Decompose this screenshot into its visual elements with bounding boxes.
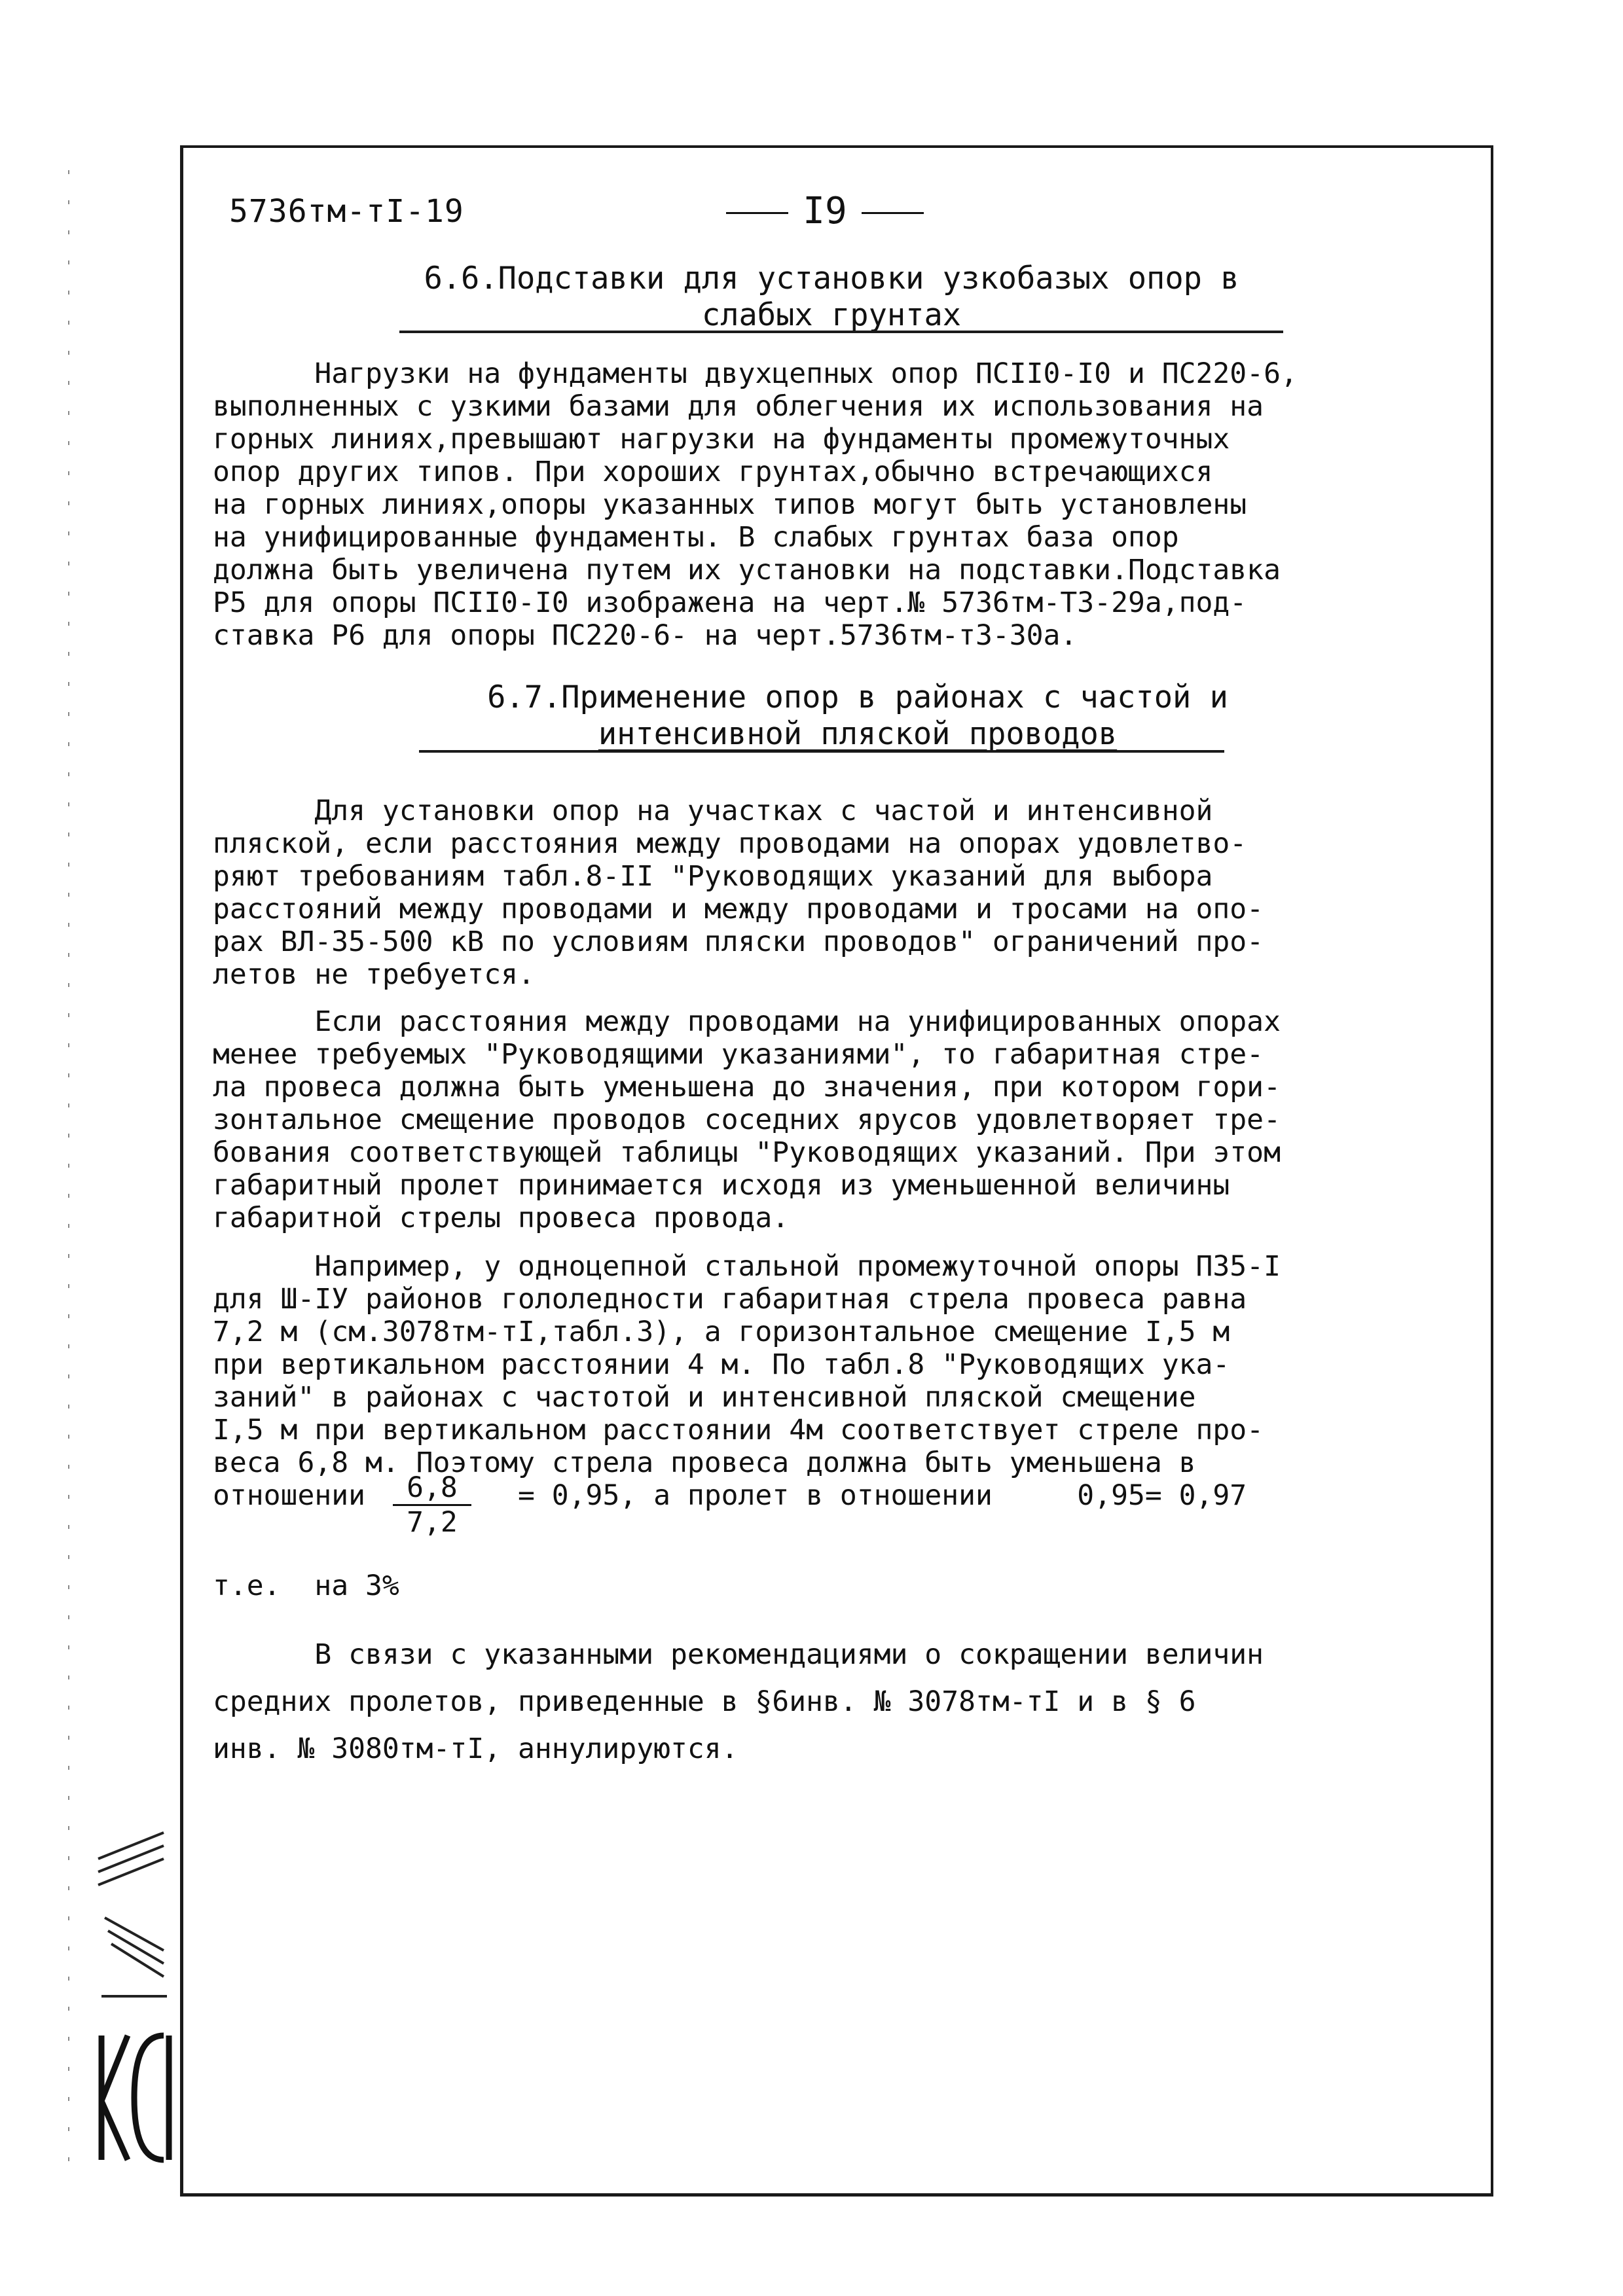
text-line: ла провеса должна быть уменьшена до значения, при котором гори- (213, 1071, 1281, 1103)
document-code: 5736тм-тI-19 (229, 193, 464, 230)
text-line: на унифицированные фундаменты. В слабых грунтах база опор (213, 521, 1179, 554)
dash-right (862, 212, 924, 214)
section-6-6-title-line1: 6.6.Подставки для установки узкобазых опор в (424, 260, 1239, 296)
text-line: расстояний между проводами и между проводами и тросами на опо- (213, 893, 1264, 925)
section-6-7-title-line1: 6.7.Применение опор в районах с частой и (487, 679, 1228, 715)
section-6-6-rule (399, 331, 1283, 333)
dash-left (726, 212, 788, 214)
page-number-text: I9 (803, 190, 847, 232)
text-line: габаритный пролет принимается исходя из уменьшенной величины (213, 1169, 1230, 1202)
text-line: Р5 для опоры ПСII0-I0 изображена на черт.№ 5736тм-Т3-29а,под- (213, 586, 1247, 619)
text-line: инв. № 3080тм-тI, аннулируются. (213, 1732, 739, 1765)
text-line: заний" в районах с частотой и интенсивной пляской смещение (213, 1381, 1196, 1414)
fraction-numerator: 6,8 (393, 1471, 471, 1506)
text-line: веса 6,8 м. Поэтому стрела провеса должна быть уменьшена в (213, 1446, 1196, 1479)
text-line: т.е. на 3% (213, 1570, 399, 1602)
section-6-6-body (213, 357, 1457, 652)
scan-edge-marks (56, 170, 82, 2166)
text-line: горных линиях,превышают нагрузки на фундаменты промежуточных (213, 423, 1230, 456)
te-line (213, 1570, 1457, 1602)
section-6-7-title-line2: интенсивной пляской проводов (598, 716, 1118, 752)
text-line: рах ВЛ-35-500 кВ по условиям пляски проводов" ограничений про- (213, 925, 1264, 958)
text-line: I,5 м при вертикальном расстоянии 4м соответствует стреле про- (213, 1414, 1264, 1446)
section-6-7-para4 (213, 1631, 1457, 1772)
text-line: пляской, если расстояния между проводами на опорах удовлетво- (213, 827, 1247, 860)
fraction-denominator: 7,2 (407, 1506, 458, 1539)
text-line: Например, у одноцепной стальной промежуточной опоры П35-I (213, 1250, 1281, 1283)
text-line: должна быть увеличена путем их установки на подставки.Подставка (213, 554, 1281, 586)
text-line: при вертикальном расстоянии 4 м. По табл.8 "Руководящих ука- (213, 1348, 1230, 1381)
section-6-7-rule (419, 750, 1224, 753)
section-6-6-heading (340, 260, 1322, 334)
ratio-fraction (393, 1471, 471, 1539)
text-line: Нагрузки на фундаменты двухцепных опор ПСII0-I0 и ПС220-6, (213, 357, 1298, 390)
text-line: на горных линиях,опоры указанных типов могут быть установлены (213, 488, 1247, 521)
text-line: Если расстояния между проводами на унифицированных опорах (213, 1005, 1281, 1038)
ratio-text: = 0,95, а пролет в отношении 0,95= 0,97 (518, 1479, 1247, 1512)
text-line: бования соответствующей таблицы "Руководящих указаний. При этом (213, 1136, 1281, 1169)
text-line: выполненных с узкими базами для облегчения их использования на (213, 390, 1264, 423)
text-line: ставка Р6 для опоры ПС220-6- на черт.5736тм-т3-30а. (213, 619, 1078, 652)
text-line: габаритной стрелы провеса провода. (213, 1202, 790, 1234)
text-line: 7,2 м (см.3078тм-тI,табл.3), а горизонтальное смещение I,5 м (213, 1316, 1230, 1348)
text-line: зонтальное смещение проводов соседних ярусов удовлетворяет тре- (213, 1103, 1281, 1136)
section-6-7-heading (354, 679, 1362, 753)
ratio-lead: отношении (213, 1479, 365, 1512)
section-6-6-title-line2: слабых грунтах (701, 297, 962, 333)
text-line: менее требуемых "Руководящими указаниями", то габаритная стре- (213, 1038, 1264, 1071)
text-line: ряют требованиям табл.8-II "Руководящих указаний для выбора (213, 860, 1213, 893)
section-6-7-para2 (213, 1005, 1457, 1234)
text-line: опор других типов. При хороших грунтах,обычно встречающихся (213, 456, 1213, 488)
page-number (694, 190, 956, 232)
kp-stamp-logo (92, 1820, 177, 2186)
text-line: для Ш-IУ районов гололедности габаритная стрела провеса равна (213, 1283, 1247, 1316)
text-line: Для установки опор на участках с частой и интенсивной (213, 795, 1213, 827)
text-line: летов не требуется. (213, 958, 535, 991)
section-6-7-para1 (213, 795, 1457, 991)
text-line: В связи с указанными рекомендациями о сокращении величин (213, 1638, 1264, 1671)
text-line: средних пролетов, приведенные в §6инв. № 3078тм-тI и в § 6 (213, 1685, 1196, 1718)
